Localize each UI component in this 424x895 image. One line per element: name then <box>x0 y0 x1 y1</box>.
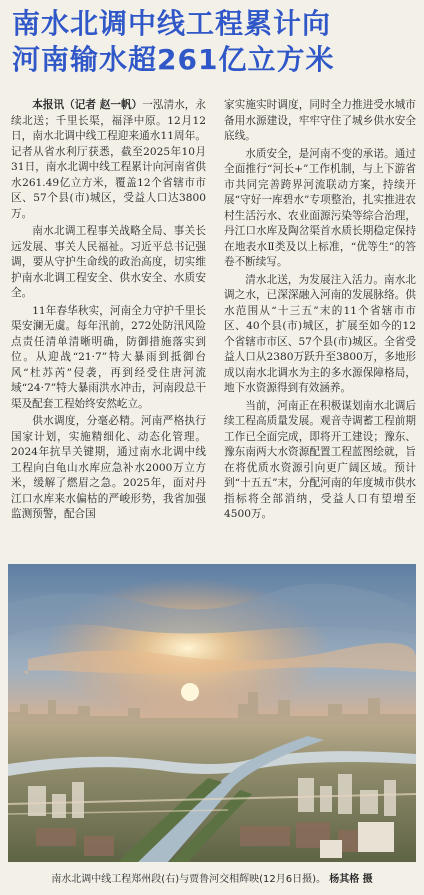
caption-text: 南水北调中线工程郑州段(右)与贾鲁河交相辉映(12月6日摄)。 <box>51 874 327 885</box>
article-paragraph-continued: 家实施实时调度，同时全力推进受水城市备用水源建设，牢牢守住了城乡供水安全底线。 <box>224 99 416 142</box>
aerial-city-canal-photo <box>8 564 416 862</box>
article-paragraph: 11年春华秋实，河南全力守护千里长渠安澜无虞。每年汛前，272处防汛风险点责任清单清晰明确，防御措施落实到位。从迎战“21·7”特大暴雨到抵御台风“杜苏芮”侵袭，再到经受住唐河流域“24·7”特大暴雨洪水冲击，河南段总干渠及配套工程始终安然屹立。 <box>11 304 206 410</box>
article-paragraph-text: 一泓清水，永续北送；千里长渠，福泽中原。12月12日，南水北调中线工程迎来通水11周年。记者从省水利厅获悉，截至2025年10月31日，南水北调中线工程累计向河南省供水261.49亿立方米，覆盖12个省辖市市区、57个县(市)城区，受益人口达3800万。 <box>11 99 207 220</box>
article-paragraph: 清水北送，为发展注入活力。南水北调之水，已深深融入河南的发展脉络。供水范围从“十三五”末的11个省辖市市区、40个县(市)城区，扩展至如今的12个省辖市市区、57个县(市)城区。全省受益人口从2380万跃升至3800万，多地形成以南水北调水为主的多水源保障格局，地下水资源得到有效涵养。 <box>224 273 416 394</box>
article-paragraph <box>11 98 206 222</box>
headline-line-2: 河南输水超261亿立方米 <box>12 43 335 76</box>
photo-caption <box>0 870 424 885</box>
article-paragraph: 南水北调工程事关战略全局、事关长远发展、事关人民福祉。习近平总书记强调，要从守护生命线的政治高度，切实维护南水北调工程安全、供水安全、水质安全。 <box>11 225 206 299</box>
article-paragraph: 当前，河南正在积极谋划南水北调后续工程高质量发展。观音寺调蓄工程前期工作已全面完成，即将开工建设；豫东、豫东南两大水资源配置工程蓝图绘就，旨在将优质水资源引向更广阔区域。预计到“十五五”末，分配河南的年度城市供水指标将全部消纳，受益人口有望增至4500万。 <box>224 399 416 520</box>
photo-credit: 杨其格 摄 <box>329 874 373 885</box>
headline <box>12 6 414 78</box>
article-paragraph: 供水调度，分毫必精。河南严格执行国家计划，实施精细化、动态化管理。2024年抗旱关键期，通过南水北调中线工程向白龟山水库应急补水2000万立方米，缓解了燃眉之急。2025年，面对丹江口水库来水偏枯的严峻形势，我省加强监测预警，配合国 <box>11 415 206 520</box>
article-paragraph: 水质安全，是河南不变的承诺。通过全面推行“河长+”工作机制，与上下游省市共同完善跨界河流联动方案，持续开展“守好一库碧水”专项整治，扎实推进农村生活污水、农业面源污染等综合治理，丹江口水库及陶岔渠首水质长期稳定保持在地表水Ⅱ类及以上标准，“优等生”的答卷不断续写。 <box>224 147 416 268</box>
article-byline: 本报讯（记者 赵一帆） <box>32 99 143 111</box>
article-column-left <box>11 98 206 525</box>
headline-line-1: 南水北调中线工程累计向 <box>12 7 332 40</box>
article-column-right <box>224 98 416 525</box>
